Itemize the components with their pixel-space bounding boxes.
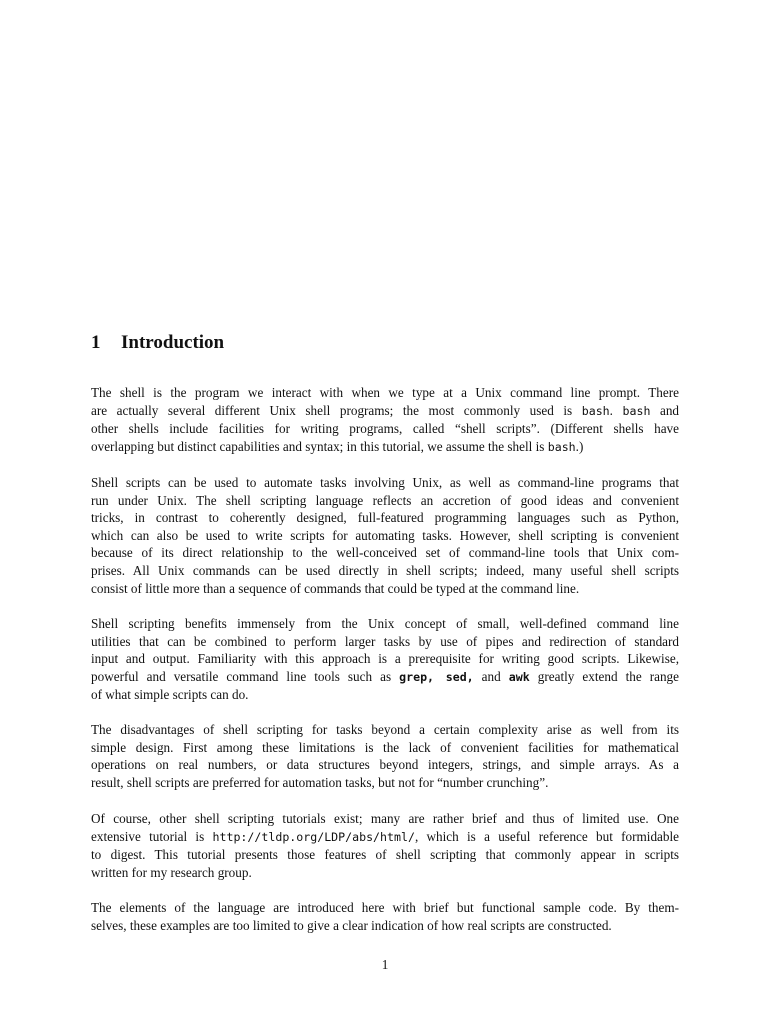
text-line: [91, 650, 679, 668]
text-line: [91, 544, 679, 562]
text-run: operations on real numbers, or data structures beyond integers, strings, and simple arrays. As a: [91, 757, 679, 773]
inline-code: bash: [547, 439, 576, 454]
inline-code: bash: [622, 403, 651, 418]
text-run: prises. All Unix commands can be used directly in shell scripts; indeed, many useful shell scripts: [91, 562, 679, 578]
text-run: The disadvantages of shell scripting for tasks beyond a certain complexity arise as well from its: [91, 722, 679, 737]
text-run: The shell is the program we interact with when we type at a Unix command line prompt. There: [91, 385, 679, 400]
text-run: .): [575, 438, 584, 454]
text-line: [91, 474, 679, 492]
text-run: .: [609, 402, 623, 418]
text-line: [91, 668, 679, 687]
inline-code: bash: [581, 403, 610, 418]
text-run: simple design. First among these limitations is the lack of convenient facilities for mathematical: [91, 739, 679, 755]
text-line: [91, 846, 679, 864]
text-line: [91, 420, 679, 438]
text-line: [91, 492, 679, 510]
text-run: overlapping but distinct capabilities and syntax; in this tutorial, we assume the shell is: [91, 438, 548, 454]
section-title: Introduction: [121, 332, 225, 353]
text-run: written for my research group.: [91, 864, 252, 880]
text-line: [91, 864, 679, 882]
section-number: 1: [91, 332, 101, 353]
text-line: [91, 402, 679, 421]
text-run: are actually several different Unix shell programs; the most commonly used is: [91, 402, 582, 418]
text-run: of what simple scripts can do.: [91, 687, 249, 703]
text-run: utilities that can be combined to perform larger tasks by use of pipes and redirection of standard: [91, 633, 679, 649]
text-run: input and output. Familiarity with this approach is a prerequisite for writing good scripts. Likewise,: [91, 651, 679, 667]
text-run: greatly extend the range: [529, 668, 679, 684]
text-line: [91, 721, 679, 739]
inline-code: http://tldp.org/LDP/abs/html/: [212, 829, 415, 844]
document-page: [91, 0, 679, 1024]
paragraph-3: [91, 615, 679, 704]
paragraph-2: [91, 474, 679, 597]
text-run: The elements of the language are introduced here with brief but functional sample code. By them-: [91, 900, 679, 915]
text-run: to digest. This tutorial presents those features of shell scripting that commonly appear in scripts: [91, 847, 679, 863]
text-line: [91, 438, 679, 457]
text-line: [91, 810, 679, 828]
text-run: selves, these examples are too limited to give a clear indication of how real scripts are constructed.: [91, 917, 612, 933]
text-run: and: [650, 402, 680, 418]
text-line: [91, 739, 679, 757]
section-heading: [91, 331, 224, 355]
text-run: powerful and versatile command line tools such as: [91, 668, 400, 684]
text-line: [91, 580, 679, 598]
paragraph-1: [91, 384, 679, 456]
text-line: [91, 686, 679, 704]
text-line: [91, 615, 679, 633]
inline-code: grep, sed,: [399, 669, 474, 684]
text-line: [91, 917, 679, 935]
text-run: , which is a useful reference but formidable: [414, 828, 679, 844]
text-line: [91, 828, 679, 847]
text-line: [91, 509, 679, 527]
text-run: which can also be used to write scripts for automating tasks. However, shell scripting is convenient: [91, 527, 679, 543]
text-line: [91, 527, 679, 545]
page-number: 1: [381, 957, 389, 972]
paragraph-4: [91, 721, 679, 791]
text-run: Shell scripts can be used to automate tasks involving Unix, as well as command-line programs that: [91, 475, 679, 490]
text-run: because of its direct relationship to the well-conceived set of command-line tools that Unix com-: [91, 545, 679, 561]
inline-code: awk: [508, 669, 530, 684]
text-run: Of course, other shell scripting tutorials exist; many are rather brief and thus of limited use. One: [91, 811, 679, 826]
text-run: run under Unix. The shell scripting language reflects an accretion of good ideas and convenient: [91, 492, 679, 508]
paragraph-6: [91, 899, 679, 934]
text-run: tricks, in contrast to coherently designed, full-featured programming languages such as Python,: [91, 510, 679, 526]
text-line: [91, 562, 679, 580]
text-run: Shell scripting benefits immensely from the Unix concept of small, well-defined command line: [91, 616, 679, 631]
text-line: [91, 384, 679, 402]
text-run: and: [473, 668, 509, 684]
text-run: other shells include facilities for writing programs, called “shell scripts”. (Different shells have: [91, 421, 679, 437]
text-run: result, shell scripts are preferred for automation tasks, but not for “number crunching”.: [91, 774, 549, 790]
text-line: [91, 899, 679, 917]
text-line: [91, 774, 679, 792]
text-line: [91, 633, 679, 651]
paragraph-5: [91, 810, 679, 881]
text-run: consist of little more than a sequence of commands that could be typed at the command line.: [91, 580, 580, 596]
text-run: extensive tutorial is: [91, 828, 213, 844]
text-line: [91, 756, 679, 774]
